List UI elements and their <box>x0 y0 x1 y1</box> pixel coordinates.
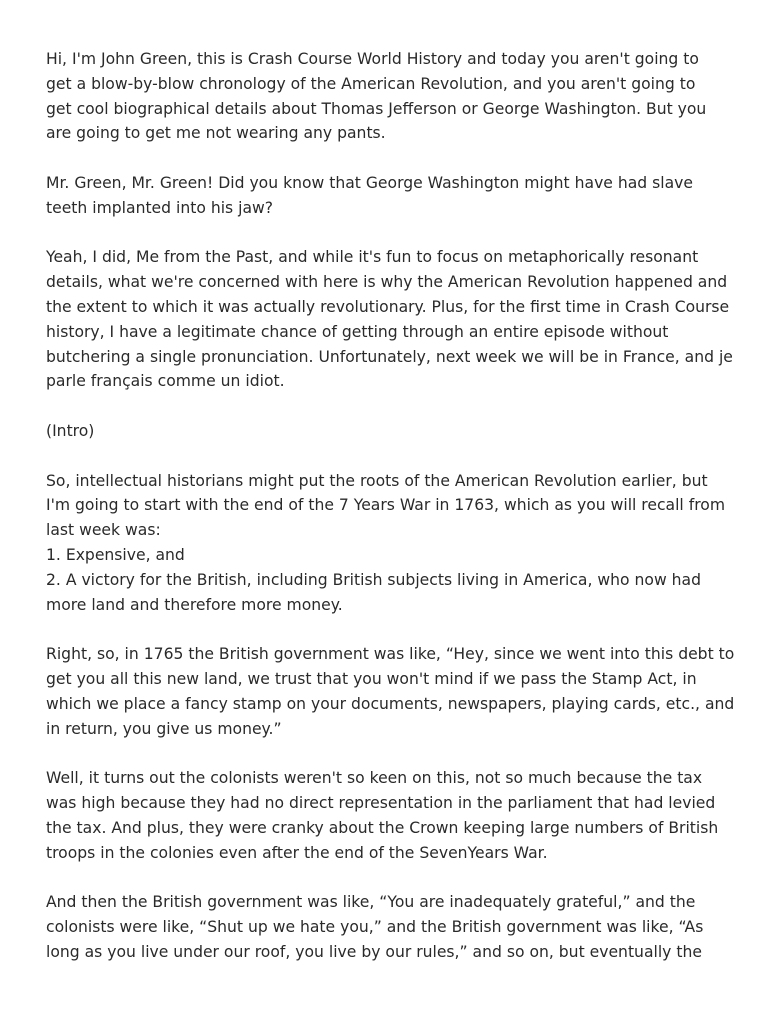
text-line: Yeah, I did, Me from the Past, and while it's fun to focus on metaphorically resonant <box>46 248 699 267</box>
text-line: get a blow-by-blow chronology of the American Revolution, and you aren't going to <box>46 74 696 93</box>
text-line: Mr. Green, Mr. Green! Did you know that George Washington might have had slave <box>46 173 693 192</box>
text-line: long as you live under our roof, you live by our rules,” and so on, but eventually the <box>46 942 702 961</box>
paragraph-8 <box>46 890 736 964</box>
text-line: butchering a single pronunciation. Unfortunately, next week we will be in France, and je <box>46 347 733 366</box>
text-line: And then the British government was like, “You are inadequately grateful,” and the <box>46 893 696 912</box>
paragraph-3 <box>46 245 736 394</box>
list-item: 2. A victory for the British, including British subjects living in America, who now had <box>46 570 702 589</box>
paragraph-4 <box>46 419 736 444</box>
text-line: details, what we're concerned with here is why the American Revolution happened and <box>46 273 728 292</box>
text-line: colonists were like, “Shut up we hate you,” and the British government was like, “As <box>46 917 704 936</box>
text-line: Well, it turns out the colonists weren't so keen on this, not so much because the tax <box>46 769 703 788</box>
text-line: are going to get me not wearing any pants. <box>46 124 386 143</box>
text-line: get cool biographical details about Thomas Jefferson or George Washington. But you <box>46 99 707 118</box>
text-line: teeth implanted into his jaw? <box>46 198 274 217</box>
paragraph-2 <box>46 171 736 221</box>
text-line: get you all this new land, we trust that you won't mind if we pass the Stamp Act, in <box>46 669 697 688</box>
text-line: So, intellectual historians might put the roots of the American Revolution earlier, but <box>46 471 708 490</box>
paragraph-7 <box>46 766 736 865</box>
document-page <box>46 47 736 989</box>
text-line: which we place a fancy stamp on your documents, newspapers, playing cards, etc., and <box>46 694 735 713</box>
text-line: troops in the colonies even after the end of the SevenYears War. <box>46 843 548 862</box>
text-line: parle français comme un idiot. <box>46 372 285 391</box>
text-line: more land and therefore more money. <box>46 595 343 614</box>
text-line: last week was: <box>46 521 161 540</box>
text-line: Right, so, in 1765 the British government was like, “Hey, since we went into this debt to <box>46 645 735 664</box>
text-line: in return, you give us money.” <box>46 719 282 738</box>
text-line: the extent to which it was actually revolutionary. Plus, for the first time in Crash Course <box>46 297 730 316</box>
paragraph-1 <box>46 47 736 146</box>
text-line: (Intro) <box>46 421 95 440</box>
text-line: was high because they had no direct representation in the parliament that had levied <box>46 793 716 812</box>
text-line: I'm going to start with the end of the 7 Years War in 1763, which as you will recall from <box>46 496 726 515</box>
paragraph-5 <box>46 469 736 618</box>
text-line: the tax. And plus, they were cranky about the Crown keeping large numbers of British <box>46 818 719 837</box>
list-item: 1. Expensive, and <box>46 545 185 564</box>
text-line: history, I have a legitimate chance of getting through an entire episode without <box>46 322 669 341</box>
text-line: Hi, I'm John Green, this is Crash Course World History and today you aren't going to <box>46 50 699 68</box>
paragraph-6 <box>46 642 736 741</box>
